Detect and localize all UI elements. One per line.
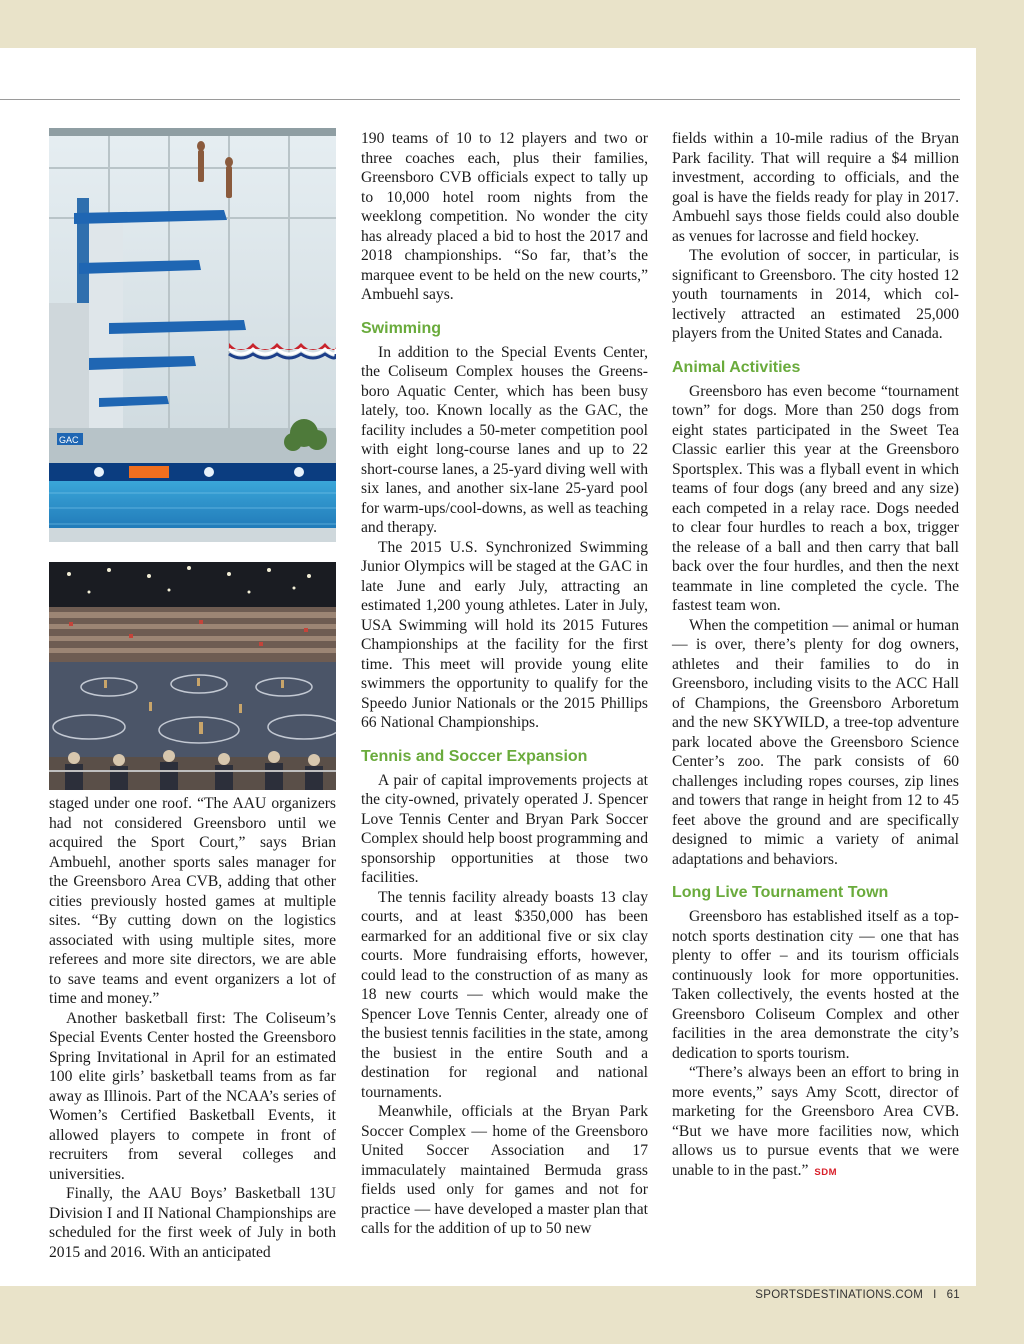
paragraph: In addition to the Special Events Center, the Coliseum Complex houses the Greensboro Aquatic Center, which has been busy lately, too. Known locally as the GAC, the facility includes a 50-meter competition pool with eight long-course lanes and up to 22 short-course lanes, a 25-yard diving well with six lanes, and another six-lane 25-yard pool for warm-ups/cool-downs, as well as teaching and therapy. xyxy=(361,343,648,536)
paragraph-final xyxy=(672,1063,959,1182)
paragraph: fields within a 10-mile radius of the Bryan Park facility. That will require a $4 million investment, according to officials, and the goal is have the fields ready for play in 2017. Ambuehl says those fields could also double as venues for lacrosse and field hockey. xyxy=(672,130,959,245)
article-column-1 xyxy=(49,794,336,1262)
footer-folio xyxy=(755,1289,960,1301)
section-heading-tennis-soccer: Tennis and Soccer Expansion xyxy=(361,747,588,765)
paragraph: staged under one roof. “The AAU organizers had not considered Greensboro until we acquired the Sport Court,” says Brian Ambuehl, another sports sales manager for the Greensboro Area CVB, adding that other cities previously hosted games at multiple sites. “By cutting down on the logistics associated with using multiple sites, more referees and more site directors, we are able to save teams and event organizers a lot of time and money.” xyxy=(49,795,336,1007)
photo-wrestling-arena xyxy=(49,562,336,790)
paragraph-text: “There’s always been an effort to bring in more events,” says Amy Scott, director of marketing for the Greensboro Area CVB. “But we have more facilities now, which allows us to pursue events that we were unable to in the past.” xyxy=(672,1064,959,1179)
section-heading-animal-activities: Animal Activities xyxy=(672,358,801,376)
paragraph: The tennis facility already boasts 13 clay courts, and at least $350,000 has been earmarked for an additional five or six clay courts. More fundraising efforts, however, could lead to the construction of as many as 18 new courts — which would make the Spencer Love Tennis Center, already one of the busiest tennis facilities in the state, among the busiest in the entire South and a destination for regional and national tournaments. xyxy=(361,888,648,1101)
page-footer xyxy=(0,1286,1024,1344)
article-column-3 xyxy=(672,129,959,1182)
paragraph: The evolution of soccer, in particular, is significant to Greensboro. The city hosted 12 youth tournaments in 2014, which collectively attracted an estimated 25,000 players from the United States and Canada. xyxy=(672,247,959,342)
paragraph: A pair of capital improvements projects at the city-owned, privately operated J. Spencer Love Tennis Center and Bryan Park Soccer Complex should help boost programming and sponsorship opportunities at those two facilities. xyxy=(361,771,648,886)
paragraph: Finally, the AAU Boys’ Basketball 13U Division I and II National Championships are scheduled for the first week of July in both 2015 and 2016. With an anticipated xyxy=(49,1185,336,1261)
section-heading-long-live: Long Live Tournament Town xyxy=(672,884,889,901)
paragraph: The 2015 U.S. Synchronized Swimming Junior Olympics will be staged at the GAC in late June and early July, attracting an estimated 1,200 young athletes. Later in July, USA Swimming will hold its 2015 Futures Championships at the facility for the first time. This meet will provide young elite swimmers the opportunity to qualify for the Speedo Junior Nationals or the 2015 Phillips 66 National Championships. xyxy=(361,538,648,731)
section-heading-swimming: Swimming xyxy=(361,319,442,337)
header-rule xyxy=(0,99,960,100)
footer-separator: I xyxy=(933,1289,937,1301)
paragraph: When the competition — animal or human — is over, there’s plenty for dog owners, athletes and their families to do in Greensboro, including visits to the ACC Hall of Champions, the Greensboro Arboretum and the new SKYWILD, a tree-top adventure park located above the Greensboro Science Center’s zoo. The park consists of 60 challenges including ropes courses, zip lines and towers that range in height from 12 to 45 feet above the ground and are specifically designed to mimic a variety of animal adaptations and behaviors. xyxy=(672,616,959,868)
paragraph: Greensboro has established itself as a top-notch sports destination city — one that has plenty to offer – and its tourism officials continuously look for more opportunities. Taken collectively, the events hosted at the Greensboro Coliseum Complex and other facilities in the area demonstrate the city’s dedication to sports tourism. xyxy=(672,908,959,1062)
article-column-2 xyxy=(361,129,648,1239)
paragraph: Greensboro has even become “tournament town” for dogs. More than 250 dogs from eight states participated in the Sweet Tea Classic earlier this year at the Greensboro Sportsplex. This was a flyball event in which teams of four dogs (any breed and any size) each competed in a relay race. Dogs needed to clear four hurdles to reach a box, trigger the release of a ball and then carry that ball back over the four hurdles, and then the next teammate in line completed the cycle. The fastest team won. xyxy=(672,382,959,614)
paragraph: Meanwhile, officials at the Bryan Park Soccer Complex — home of the Greensboro United Soccer Association and 17 immaculately maintained Bermuda grass fields used only for games and not for practice — have developed a master plan that calls for the addition of up to 50 new xyxy=(361,1103,648,1237)
end-mark-logo: SDM xyxy=(814,1166,838,1178)
footer-site: SPORTSDESTINATIONS.COM xyxy=(755,1289,924,1301)
banner-text: GAC xyxy=(59,435,79,445)
photo-diving-platform xyxy=(49,128,336,542)
paragraph: 190 teams of 10 to 12 players and two or three coaches each, plus their families, Greensboro CVB officials expect to tally up to 10,000 hotel room nights from the weeklong competition. No wonder the city has already placed a bid to host the 2017 and 2018 championships. “So far, that’s the marquee event to be held on the new courts,” Ambuehl says. xyxy=(361,130,648,303)
page-number: 61 xyxy=(946,1289,960,1301)
paragraph: Another basketball first: The Coliseum’s Special Events Center hosted the Greensboro Spring Invitational in April for an estimated 100 elite girls’ basketball teams from as far away as Illinois. Part of the NCAA’s series of Women’s Certified Basketball Events, it allowed players to compete in front of recruiters from several colleges and universities. xyxy=(49,1009,336,1183)
